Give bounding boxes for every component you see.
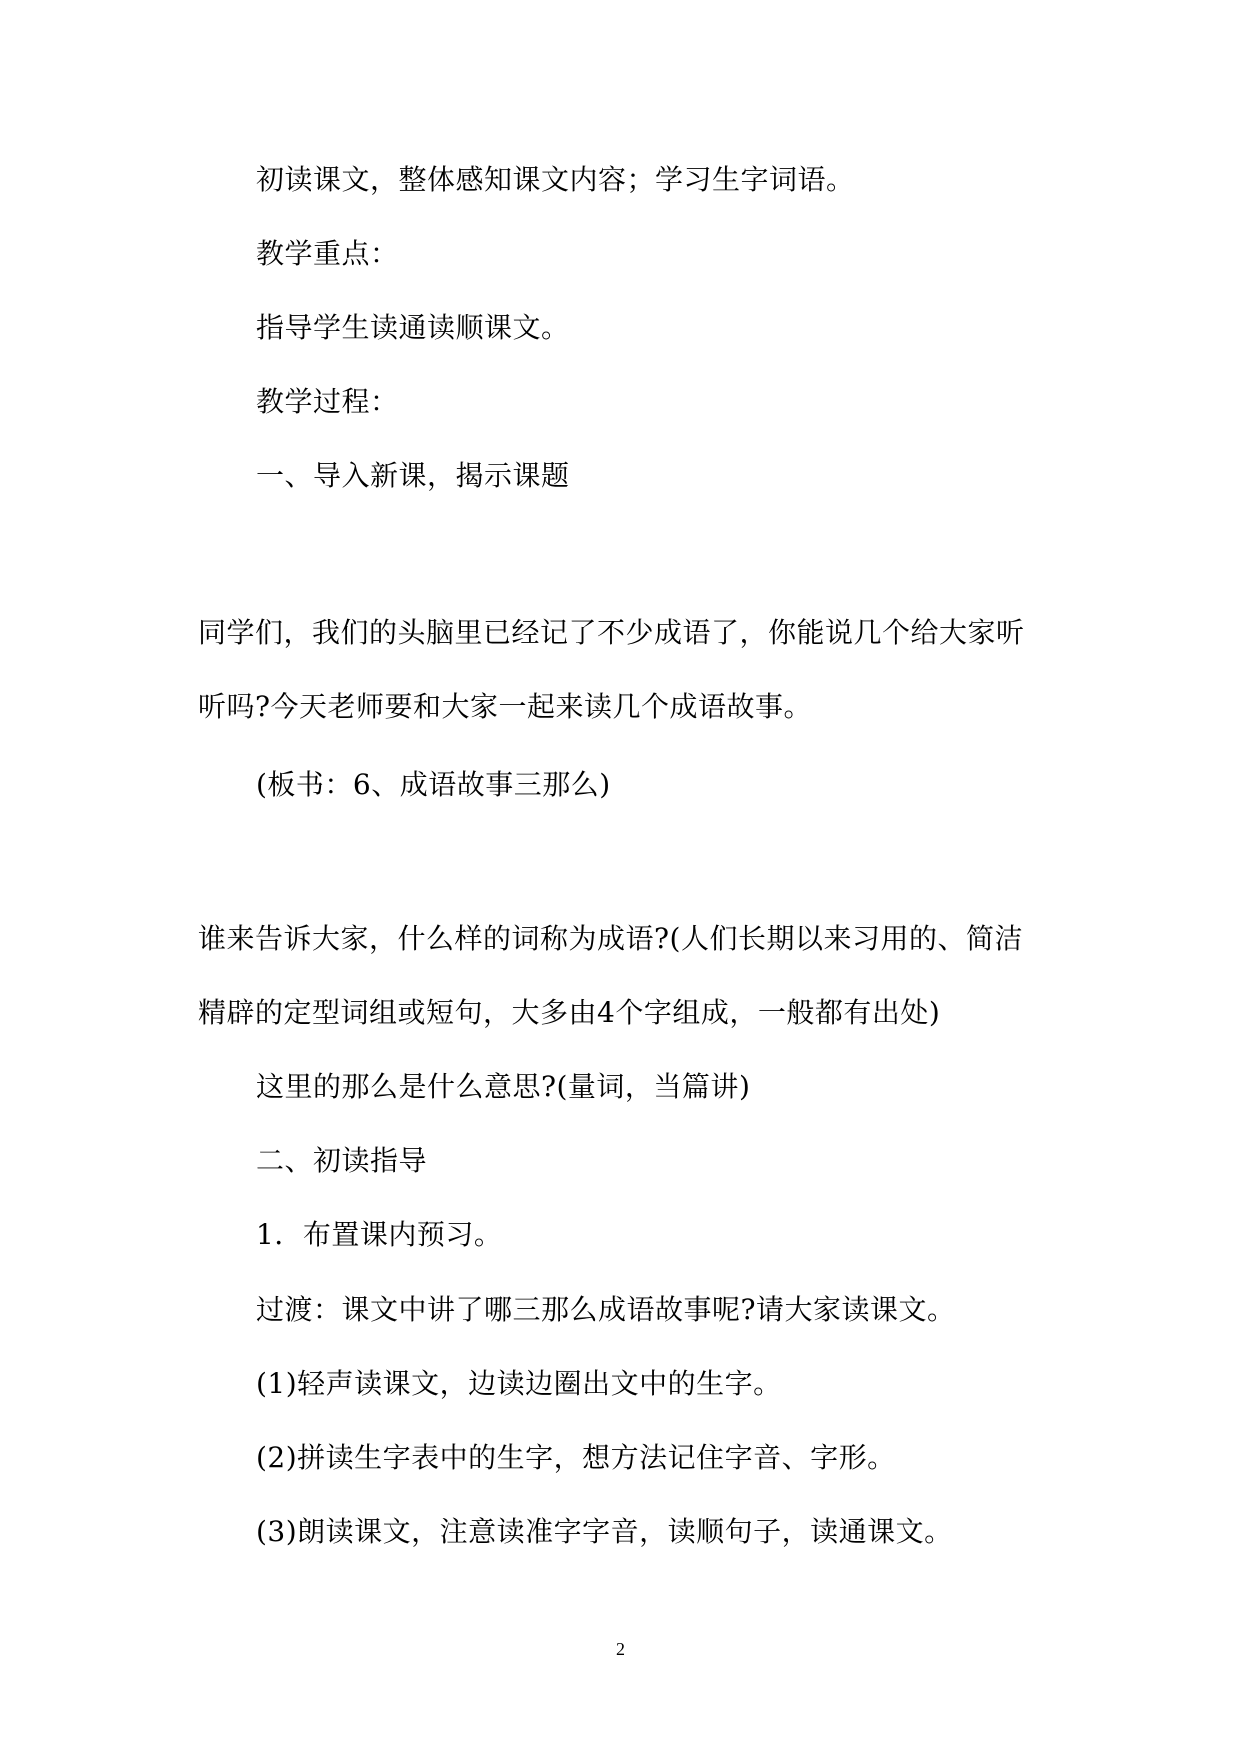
task-2: (2)拼读生字表中的生字，想方法记住字音、字形。 xyxy=(256,1441,896,1474)
heading-teaching-process: 教学过程： xyxy=(256,385,399,418)
paragraph-objective: 初读课文，整体感知课文内容；学习生字词语。 xyxy=(256,163,855,196)
paragraph-idiom-line-1: 谁来告诉大家，什么样的词称为成语?(人们长期以来习用的、简洁 xyxy=(198,922,1023,955)
paragraph-meaning: 这里的那么是什么意思?(量词，当篇讲) xyxy=(256,1070,751,1103)
task-1: (1)轻声读课文，边读边圈出文中的生字。 xyxy=(256,1367,782,1400)
step-1: 1．布置课内预习。 xyxy=(256,1218,503,1251)
page-number: 2 xyxy=(616,1639,625,1659)
heading-teaching-focus: 教学重点： xyxy=(256,237,399,270)
transition-text: 过渡：课文中讲了哪三那么成语故事呢?请大家读课文。 xyxy=(256,1293,956,1326)
section-heading-1: 一、导入新课，揭示课题 xyxy=(256,459,570,492)
paragraph-intro-line-2: 听吗?今天老师要和大家一起来读几个成语故事。 xyxy=(198,690,813,723)
task-3: (3)朗读课文，注意读准字字音，读顺句子，读通课文。 xyxy=(256,1515,953,1548)
paragraph-idiom-line-2: 精辟的定型词组或短句，大多由4个字组成，一般都有出处) xyxy=(198,996,941,1029)
section-heading-2: 二、初读指导 xyxy=(256,1144,428,1177)
paragraph-intro-line-1: 同学们，我们的头脑里已经记了不少成语了，你能说几个给大家听 xyxy=(198,616,1025,649)
paragraph-focus: 指导学生读通读顺课文。 xyxy=(256,311,570,344)
board-note: (板书：6、成语故事三那么) xyxy=(256,768,611,801)
